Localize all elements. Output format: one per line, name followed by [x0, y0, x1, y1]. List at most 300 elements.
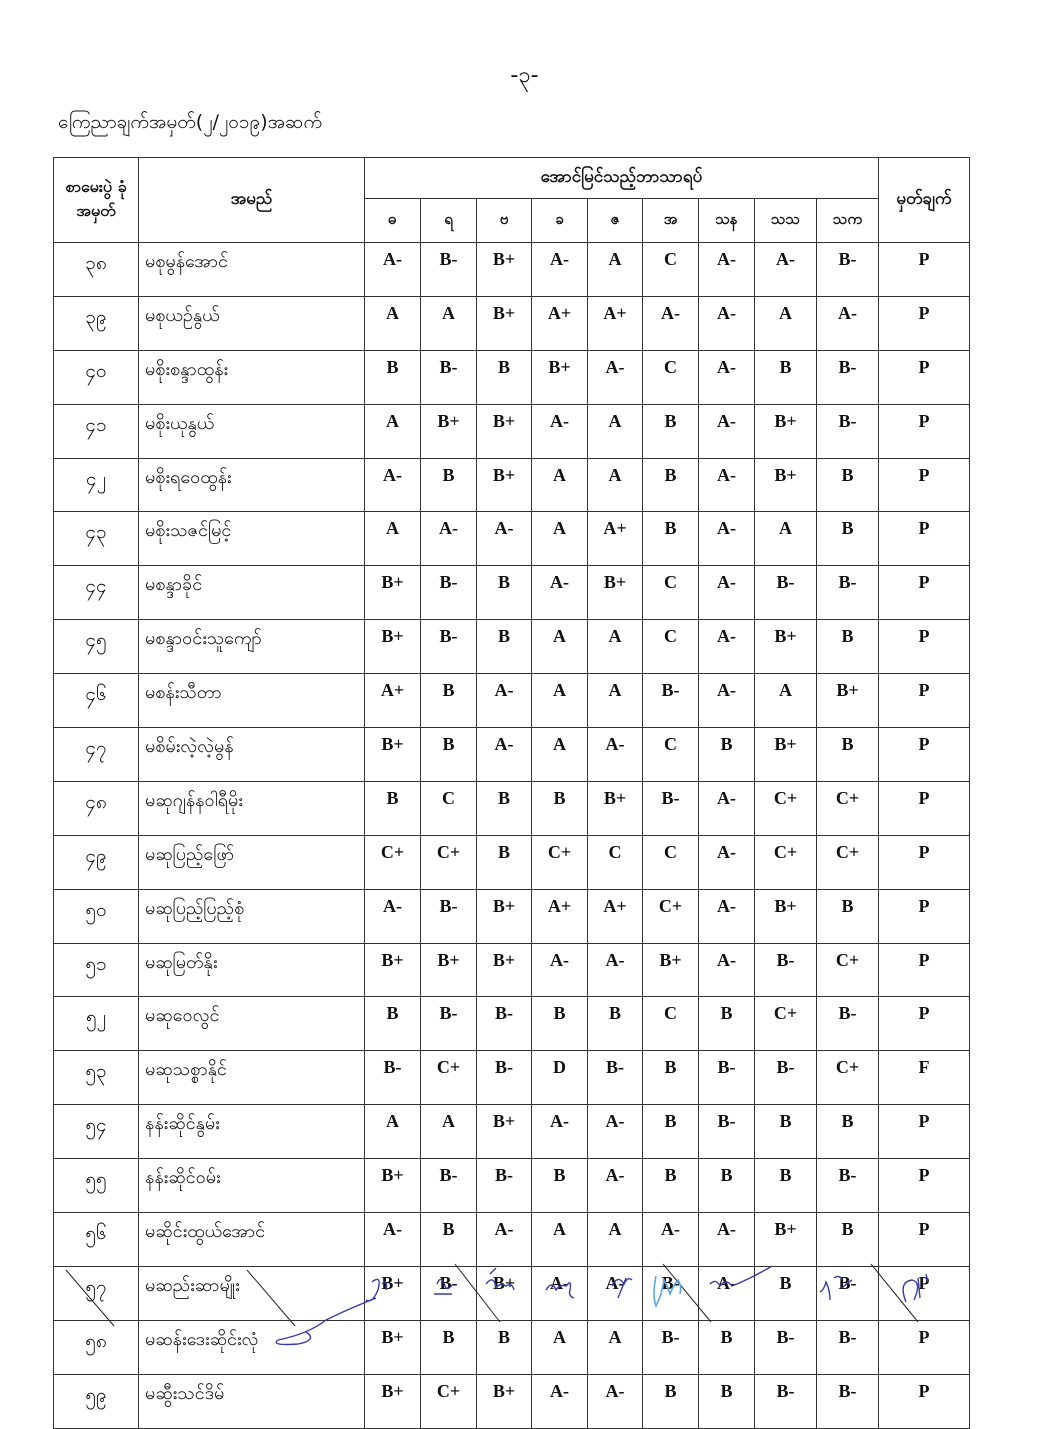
grade-cell: B — [477, 350, 532, 404]
table-row — [54, 243, 970, 297]
student-name-cell: မဆိုင်းထွယ်အောင် — [139, 1213, 365, 1267]
table-row — [54, 1213, 970, 1267]
grade-cell: A- — [699, 781, 755, 835]
grade-cell: B — [755, 1159, 817, 1213]
grade-cell: C+ — [421, 1374, 477, 1428]
roll-number-cell: ၄၈ — [54, 781, 139, 835]
grade-cell: B+ — [477, 943, 532, 997]
grade-cell: A- — [532, 1266, 588, 1320]
grade-cell: B — [755, 1266, 817, 1320]
grade-cell: B- — [817, 1374, 879, 1428]
cancel-stroke — [247, 1270, 295, 1326]
grade-cell: A- — [699, 835, 755, 889]
remark-cell: P — [879, 728, 970, 782]
student-name-cell: မဆွီးသင်ဒိမ် — [139, 1374, 365, 1428]
header-subject: ဇ — [588, 199, 643, 243]
header-subject: သက — [817, 199, 879, 243]
grade-cell: A- — [532, 404, 588, 458]
grade-cell: B- — [755, 943, 817, 997]
grade-cell: B+ — [477, 1266, 532, 1320]
student-name-cell: မဆုသစ္စာနိုင် — [139, 1051, 365, 1105]
grade-cell: B — [365, 997, 421, 1051]
grade-cell: A- — [477, 674, 532, 728]
grade-cell: B+ — [755, 404, 817, 458]
grade-cell: B+ — [365, 620, 421, 674]
student-name-cell: မဆန်းဒေးဆိုင်းလုံ — [139, 1320, 365, 1374]
grade-cell: B+ — [755, 620, 817, 674]
grade-cell: B — [421, 458, 477, 512]
grade-cell: A — [532, 620, 588, 674]
header-subjects-group: အောင်မြင်သည့်ဘာသာရပ် — [365, 158, 879, 199]
grade-cell: C+ — [817, 943, 879, 997]
grade-cell: B — [532, 781, 588, 835]
remark-cell: P — [879, 781, 970, 835]
grade-cell: B+ — [365, 728, 421, 782]
grade-cell: B — [643, 512, 699, 566]
signature-area — [0, 1262, 1049, 1421]
grade-cell: B+ — [817, 674, 879, 728]
grade-cell: B — [365, 781, 421, 835]
grade-cell: B — [643, 404, 699, 458]
roll-number-cell: ၄၀ — [54, 350, 139, 404]
table-row — [54, 566, 970, 620]
grade-cell: C — [643, 350, 699, 404]
grade-cell: B- — [477, 997, 532, 1051]
grade-cell: A — [532, 674, 588, 728]
student-name-cell: မစုယဉ်နွယ် — [139, 296, 365, 350]
student-name-cell: နန်းဆိုင်ဝမ်း — [139, 1159, 365, 1213]
grade-cell: A- — [699, 889, 755, 943]
grade-cell: B — [421, 728, 477, 782]
grade-cell: B+ — [588, 566, 643, 620]
remark-cell: P — [879, 512, 970, 566]
grade-cell: B — [643, 458, 699, 512]
grade-cell: B- — [643, 1320, 699, 1374]
grade-cell: B — [477, 781, 532, 835]
grade-cell: A- — [365, 458, 421, 512]
grade-cell: A- — [699, 1266, 755, 1320]
roll-number-cell: ၅၉ — [54, 1374, 139, 1428]
grade-cell: B- — [817, 404, 879, 458]
roll-number-cell: ၅၀ — [54, 889, 139, 943]
grade-cell: B — [421, 1213, 477, 1267]
roll-number-cell: ၄၉ — [54, 835, 139, 889]
grade-cell: A- — [588, 943, 643, 997]
grade-cell: B+ — [477, 243, 532, 297]
grade-cell: A — [588, 1213, 643, 1267]
grade-cell: B- — [817, 997, 879, 1051]
grade-cell: A — [365, 512, 421, 566]
grade-cell: B- — [817, 1159, 879, 1213]
grade-cell: B — [755, 1105, 817, 1159]
grade-cell: B+ — [421, 943, 477, 997]
grade-cell: C+ — [817, 781, 879, 835]
grade-cell: B- — [817, 1266, 879, 1320]
table-row — [54, 620, 970, 674]
grade-cell: A- — [365, 1213, 421, 1267]
grade-cell: A- — [643, 1213, 699, 1267]
grade-cell: B — [817, 620, 879, 674]
roll-number-cell: ၃၈ — [54, 243, 139, 297]
grade-cell: A+ — [365, 674, 421, 728]
grade-cell: C+ — [421, 835, 477, 889]
grade-cell: C+ — [421, 1051, 477, 1105]
announcement-subtitle: ကြေညာချက်အမှတ်(၂/၂၀၁၉)အဆက် — [58, 111, 323, 133]
grade-cell: B — [643, 1105, 699, 1159]
grade-cell: B — [532, 997, 588, 1051]
grade-cell: A — [365, 1105, 421, 1159]
header-roll-no: စာမေးပွဲ ခုံအမှတ် — [54, 158, 139, 243]
grade-cell: A- — [421, 512, 477, 566]
grade-cell: A- — [477, 1213, 532, 1267]
grade-cell: B- — [643, 674, 699, 728]
grade-cell: B — [817, 889, 879, 943]
header-subject: ခ — [532, 199, 588, 243]
grade-cell: A — [532, 1213, 588, 1267]
table-row — [54, 835, 970, 889]
grade-cell: B- — [817, 1320, 879, 1374]
grade-cell: B- — [588, 1051, 643, 1105]
grade-cell: A- — [699, 674, 755, 728]
roll-number-cell: ၅၈ — [54, 1320, 139, 1374]
grade-cell: A- — [699, 566, 755, 620]
grade-cell: C — [643, 835, 699, 889]
grade-cell: B — [817, 1213, 879, 1267]
grade-cell: C — [643, 243, 699, 297]
grade-cell: B- — [755, 1374, 817, 1428]
remark-cell: F — [879, 1051, 970, 1105]
table-row — [54, 296, 970, 350]
roll-number-cell: ၄၃ — [54, 512, 139, 566]
grade-cell: B+ — [588, 781, 643, 835]
remark-cell: P — [879, 1266, 970, 1320]
grade-cell: B — [699, 1320, 755, 1374]
student-name-cell: မဆုပြည့်ဖြော် — [139, 835, 365, 889]
roll-number-cell: ၃၉ — [54, 296, 139, 350]
grade-cell: B+ — [643, 943, 699, 997]
grade-cell: A- — [477, 728, 532, 782]
grade-cell: A- — [699, 943, 755, 997]
student-name-cell: မစုမွန်အောင် — [139, 243, 365, 297]
grade-cell: B — [817, 1105, 879, 1159]
grade-cell: A- — [588, 1105, 643, 1159]
roll-number-cell: ၅၄ — [54, 1105, 139, 1159]
grade-cell: B+ — [365, 1159, 421, 1213]
grade-cell: B- — [421, 620, 477, 674]
grade-cell: B — [699, 997, 755, 1051]
grade-cell: C — [421, 781, 477, 835]
table-row — [54, 1105, 970, 1159]
table-row — [54, 458, 970, 512]
grade-cell: B+ — [365, 566, 421, 620]
header-subject: ဓ — [365, 199, 421, 243]
grade-cell: C — [643, 728, 699, 782]
cancel-stroke — [871, 1264, 918, 1322]
grade-cell: A — [588, 458, 643, 512]
remark-cell: P — [879, 889, 970, 943]
grade-cell: A — [532, 1320, 588, 1374]
grade-cell: A- — [588, 1266, 643, 1320]
grade-cell: B+ — [755, 889, 817, 943]
grade-cell: A- — [365, 889, 421, 943]
header-subject: ရ — [421, 199, 477, 243]
grade-cell: A- — [588, 1159, 643, 1213]
grade-cell: B — [817, 728, 879, 782]
grade-cell: B- — [477, 1051, 532, 1105]
grade-cell: A- — [643, 296, 699, 350]
grade-cell: B — [817, 458, 879, 512]
grade-cell: A — [532, 728, 588, 782]
grade-cell: B- — [817, 243, 879, 297]
grade-cell: A- — [477, 512, 532, 566]
remark-cell: P — [879, 350, 970, 404]
grade-cell: B+ — [365, 1266, 421, 1320]
remark-cell: P — [879, 1213, 970, 1267]
grade-cell: A — [755, 296, 817, 350]
grade-cell: B+ — [365, 943, 421, 997]
grade-cell: A- — [699, 404, 755, 458]
grade-cell: A- — [365, 243, 421, 297]
signature-strokes-light — [654, 1276, 681, 1306]
grade-cell: D — [532, 1051, 588, 1105]
roll-number-cell: ၄၇ — [54, 728, 139, 782]
grade-cell: A- — [588, 728, 643, 782]
remark-cell: P — [879, 620, 970, 674]
roll-number-cell: ၄၆ — [54, 674, 139, 728]
grade-cell: B- — [817, 566, 879, 620]
grade-cell: B- — [477, 1159, 532, 1213]
grade-cell: B- — [365, 1051, 421, 1105]
grade-cell: B- — [699, 1051, 755, 1105]
grade-cell: A+ — [588, 512, 643, 566]
grade-cell: B+ — [365, 1374, 421, 1428]
grade-cell: C — [588, 835, 643, 889]
student-name-cell: မဆုဝေလွင် — [139, 997, 365, 1051]
grade-cell: B+ — [477, 1374, 532, 1428]
student-name-cell: မစန္ဒာဝင်းသူကျော် — [139, 620, 365, 674]
roll-number-cell: ၅၃ — [54, 1051, 139, 1105]
remark-cell: P — [879, 674, 970, 728]
grade-cell: A- — [532, 1105, 588, 1159]
table-row — [54, 512, 970, 566]
grade-cell: B- — [421, 889, 477, 943]
grade-cell: B — [643, 1159, 699, 1213]
grade-cell: A- — [755, 243, 817, 297]
student-name-cell: မစိုးသဇင်မြင့် — [139, 512, 365, 566]
grade-cell: A — [588, 404, 643, 458]
grade-cell: A- — [588, 350, 643, 404]
grade-cell: B+ — [755, 458, 817, 512]
roll-number-cell: ၄၁ — [54, 404, 139, 458]
cancel-stroke — [455, 1264, 500, 1322]
grade-cell: A — [755, 512, 817, 566]
grade-cell: A — [588, 674, 643, 728]
grade-cell: B+ — [365, 1320, 421, 1374]
table-row — [54, 781, 970, 835]
grade-cell: A — [421, 1105, 477, 1159]
grade-cell: A- — [699, 458, 755, 512]
grade-cell: B — [532, 1159, 588, 1213]
table-row — [54, 1051, 970, 1105]
grade-cell: C+ — [755, 997, 817, 1051]
grade-cell: B- — [699, 1105, 755, 1159]
grade-cell: B — [699, 728, 755, 782]
remark-cell: P — [879, 943, 970, 997]
grade-cell: A — [365, 404, 421, 458]
grade-cell: A- — [699, 243, 755, 297]
roll-number-cell: ၄၅ — [54, 620, 139, 674]
remark-cell: P — [879, 1159, 970, 1213]
grade-cell: B- — [755, 1051, 817, 1105]
grade-cell: B — [421, 674, 477, 728]
grade-cell: A — [588, 1320, 643, 1374]
grade-cell: B — [588, 997, 643, 1051]
header-subject: ဗ — [477, 199, 532, 243]
grade-cell: B- — [421, 566, 477, 620]
grade-cell: B+ — [477, 1105, 532, 1159]
remark-cell: P — [879, 1105, 970, 1159]
grade-cell: B+ — [532, 350, 588, 404]
grade-cell: A- — [699, 296, 755, 350]
grade-cell: C+ — [817, 835, 879, 889]
grade-cell: A — [421, 296, 477, 350]
grade-cell: C+ — [365, 835, 421, 889]
grade-cell: B+ — [755, 1213, 817, 1267]
grade-cell: B+ — [477, 458, 532, 512]
grade-cell: A- — [588, 1374, 643, 1428]
grade-cell: B+ — [755, 728, 817, 782]
grade-cell: B — [477, 566, 532, 620]
remark-cell: P — [879, 566, 970, 620]
remark-cell: P — [879, 458, 970, 512]
table-row — [54, 889, 970, 943]
student-name-cell: မဆည်းဆာမျိုး — [139, 1266, 365, 1320]
table-row — [54, 943, 970, 997]
cancel-stroke — [66, 1270, 114, 1326]
grade-cell: B- — [421, 997, 477, 1051]
remark-cell: P — [879, 1320, 970, 1374]
table-row — [54, 1159, 970, 1213]
remark-cell: P — [879, 1374, 970, 1428]
grade-cell: B — [817, 512, 879, 566]
student-name-cell: မစိမ်းလဲ့လဲ့မွန် — [139, 728, 365, 782]
signature-strokes — [276, 1266, 928, 1345]
header-name: အမည် — [139, 158, 365, 243]
roll-number-cell: ၅၆ — [54, 1213, 139, 1267]
grade-cell: A+ — [588, 889, 643, 943]
table-row — [54, 404, 970, 458]
table-row — [54, 350, 970, 404]
remark-cell: P — [879, 835, 970, 889]
grade-cell: B — [699, 1374, 755, 1428]
grade-cell: B — [365, 350, 421, 404]
header-remark: မှတ်ချက် — [879, 158, 970, 243]
roll-number-cell: ၅၁ — [54, 943, 139, 997]
roll-number-cell: ၅၇ — [54, 1266, 139, 1320]
grade-cell: C+ — [755, 835, 817, 889]
grade-cell: B+ — [477, 296, 532, 350]
grade-cell: A- — [699, 350, 755, 404]
roll-number-cell: ၅၅ — [54, 1159, 139, 1213]
grade-cell: C — [643, 997, 699, 1051]
grade-cell: C+ — [817, 1051, 879, 1105]
student-name-cell: မဆုမြတ်နိုး — [139, 943, 365, 997]
grade-cell: B- — [643, 1266, 699, 1320]
grade-cell: A- — [532, 943, 588, 997]
grade-cell: B- — [755, 566, 817, 620]
grade-cell: A- — [699, 1213, 755, 1267]
grade-cell: A- — [532, 566, 588, 620]
roll-number-cell: ၄၄ — [54, 566, 139, 620]
grade-cell: B- — [643, 781, 699, 835]
student-name-cell: နန်းဆိုင်နွမ်း — [139, 1105, 365, 1159]
grade-cell: C+ — [532, 835, 588, 889]
remark-cell: P — [879, 243, 970, 297]
grade-cell: B+ — [477, 889, 532, 943]
header-subject: သန — [699, 199, 755, 243]
grade-cell: A — [365, 296, 421, 350]
grade-cell: C — [643, 620, 699, 674]
grade-cell: A — [755, 674, 817, 728]
grade-cell: A+ — [532, 889, 588, 943]
grade-cell: B — [643, 1374, 699, 1428]
grade-cell: A — [532, 512, 588, 566]
header-subject: အ — [643, 199, 699, 243]
grade-cell: A- — [699, 512, 755, 566]
grade-cell: A- — [532, 1374, 588, 1428]
header-subject: သသ — [755, 199, 817, 243]
grade-cell: C — [643, 566, 699, 620]
grade-cell: A- — [532, 243, 588, 297]
roll-number-cell: ၄၂ — [54, 458, 139, 512]
grade-cell: B- — [421, 1266, 477, 1320]
grade-cell: A — [588, 243, 643, 297]
student-name-cell: မစိုးရဝေထွန်း — [139, 458, 365, 512]
grade-cell: A+ — [532, 296, 588, 350]
grade-cell: B — [477, 835, 532, 889]
grade-cell: B- — [755, 1320, 817, 1374]
grade-cell: B- — [421, 1159, 477, 1213]
table-row — [54, 674, 970, 728]
student-name-cell: မစန္ဒာခိုင် — [139, 566, 365, 620]
grade-cell: B- — [421, 350, 477, 404]
grade-cell: B- — [817, 350, 879, 404]
grade-cell: A+ — [588, 296, 643, 350]
student-name-cell: မဆုပြည့်ပြည့်စုံ — [139, 889, 365, 943]
remark-cell: P — [879, 404, 970, 458]
remark-cell: P — [879, 997, 970, 1051]
grade-cell: A- — [699, 620, 755, 674]
student-name-cell: မစိုးစန္ဒာထွန်း — [139, 350, 365, 404]
grade-cell: B+ — [477, 404, 532, 458]
grade-cell: B — [477, 620, 532, 674]
grade-cell: A- — [817, 296, 879, 350]
roll-number-cell: ၅၂ — [54, 997, 139, 1051]
table-row — [54, 728, 970, 782]
grade-cell: A — [588, 620, 643, 674]
grade-cell: B- — [421, 243, 477, 297]
grade-cell: B — [699, 1159, 755, 1213]
grade-cell: B — [755, 350, 817, 404]
grades-table — [53, 157, 970, 1429]
grade-cell: C+ — [643, 889, 699, 943]
grade-cell: C+ — [755, 781, 817, 835]
grade-cell: B+ — [421, 404, 477, 458]
grade-cell: A — [532, 458, 588, 512]
page-number: -၃- — [510, 63, 539, 88]
grade-cell: B — [643, 1051, 699, 1105]
remark-cell: P — [879, 296, 970, 350]
